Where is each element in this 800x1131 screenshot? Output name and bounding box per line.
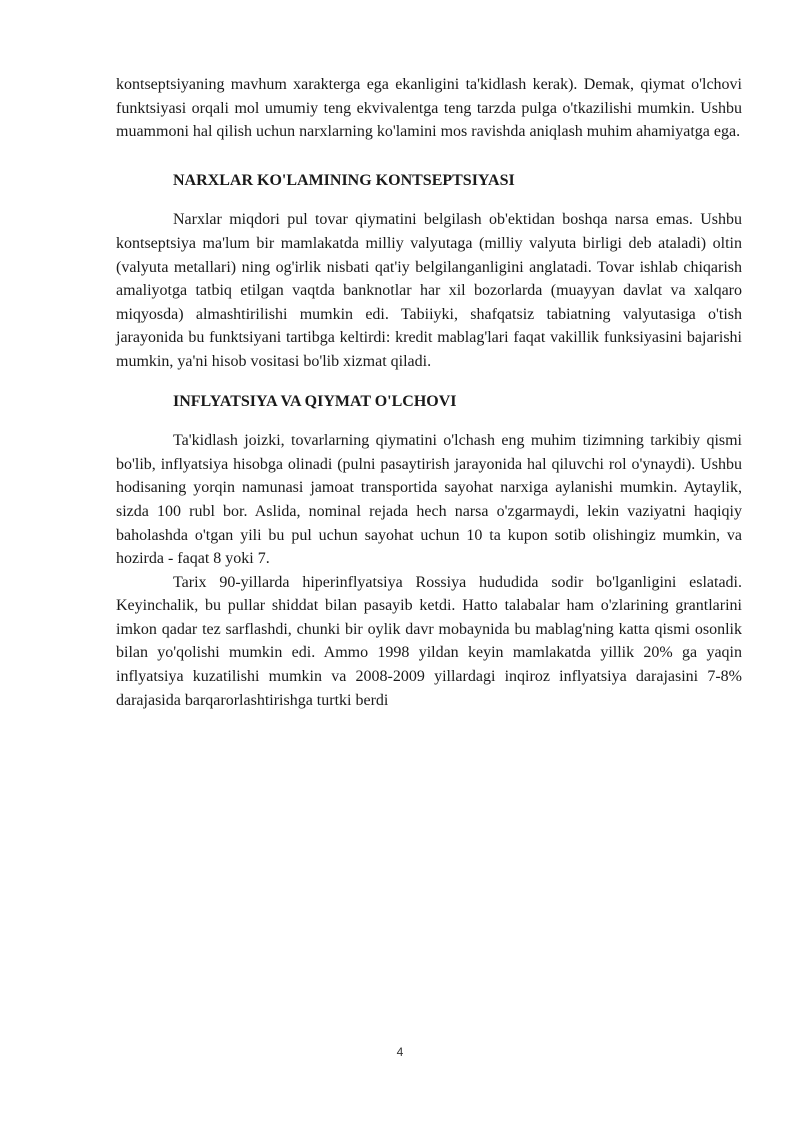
price-scale-paragraph: Narxlar miqdori pul tovar qiymatini belgilash ob'ektidan boshqa narsa emas. Ushbu kontseptsiya ma'lum bir mamlakatda milliy valyutaga (milliy valyuta birligi deb ataladi) oltin (valyuta metallari) ning og'irlik nisbati qat'iy belgilanganligini anglatadi. Tovar ishlab chiqarish amaliyotga tatbiq etilgan vaqtda banknotlar har xil bozorlarda (muayyan davlat va xalqaro miqyosda) almashtirilishi mumkin edi. Tabiiyki, shafqatsiz tabiatning valyutasiga o'tish jarayonida bu funktsiyani tartibga keltirdi: kredit mablag'lari faqat vakillik funksiyasini bajarishi mumkin, ya'ni hisob vositasi bo'lib xizmat qiladi. — [116, 211, 742, 370]
page-number: 4 — [396, 1045, 404, 1059]
section-heading-inflation: INFLYATSIYA VA QIYMAT O'LCHOVI — [173, 392, 457, 410]
inflation-paragraph-1: Ta'kidlash joizki, tovarlarning qiymatini o'lchash eng muhim tizimning tarkibiy qismi bo'lib, inflyatsiya hisobga olinadi (pulni pasaytirish jarayonida hal qiluvchi rol o'ynaydi). Ushbu hodisaning yorqin namunasi jamoat transportida sayohat narxiga aylanishi mumkin. Aytaylik, sizda 100 rubl bor. Aslida, nominal rejada hech narsa o'zgarmaydi, lekin vaziyatni haqiqiy baholashda o'tgan yili bu pul uchun sayohat uchun 10 ta kupon sotib olishingiz mumkin, va hozirda - faqat 8 yoki 7. — [116, 432, 742, 568]
inflation-paragraph-2: Tarix 90-yillarda hiperinflyatsiya Rossiya hududida sodir bo'lganligini eslatadi. Keyinchalik, bu pullar shiddat bilan pasayib ketdi. Hatto talabalar ham o'zlarining grantlarini imkon qadar tez sarflashdi, chunki bir oylik davr mobaynida bu mablag'ning katta qismi osonlik bilan yo'qolishi mumkin edi. Ammo 1998 yildan keyin mamlakatda yillik 20% ga yaqin inflyatsiya kuzatilishi mumkin va 2008-2009 yillardagi inqiroz inflyatsiya darajasini 7-8% darajasida barqarorlashtirishga turtki berdi — [116, 573, 742, 709]
intro-paragraph: kontseptsiyaning mavhum xarakterga ega ekanligini ta'kidlash kerak). Demak, qiymat o'lchovi funktsiyasi orqali mol umumiy teng ekvivalentga teng tarzda pulga o'tkazilishi mumkin. Ushbu muammoni hal qilish uchun narxlarning ko'lamini mos ravishda aniqlash muhim ahamiyatga ega. — [116, 76, 742, 141]
document-page — [116, 73, 742, 712]
section-heading-price-scale: NARXLAR KO'LAMINING KONTSEPTSIYASI — [173, 171, 515, 189]
